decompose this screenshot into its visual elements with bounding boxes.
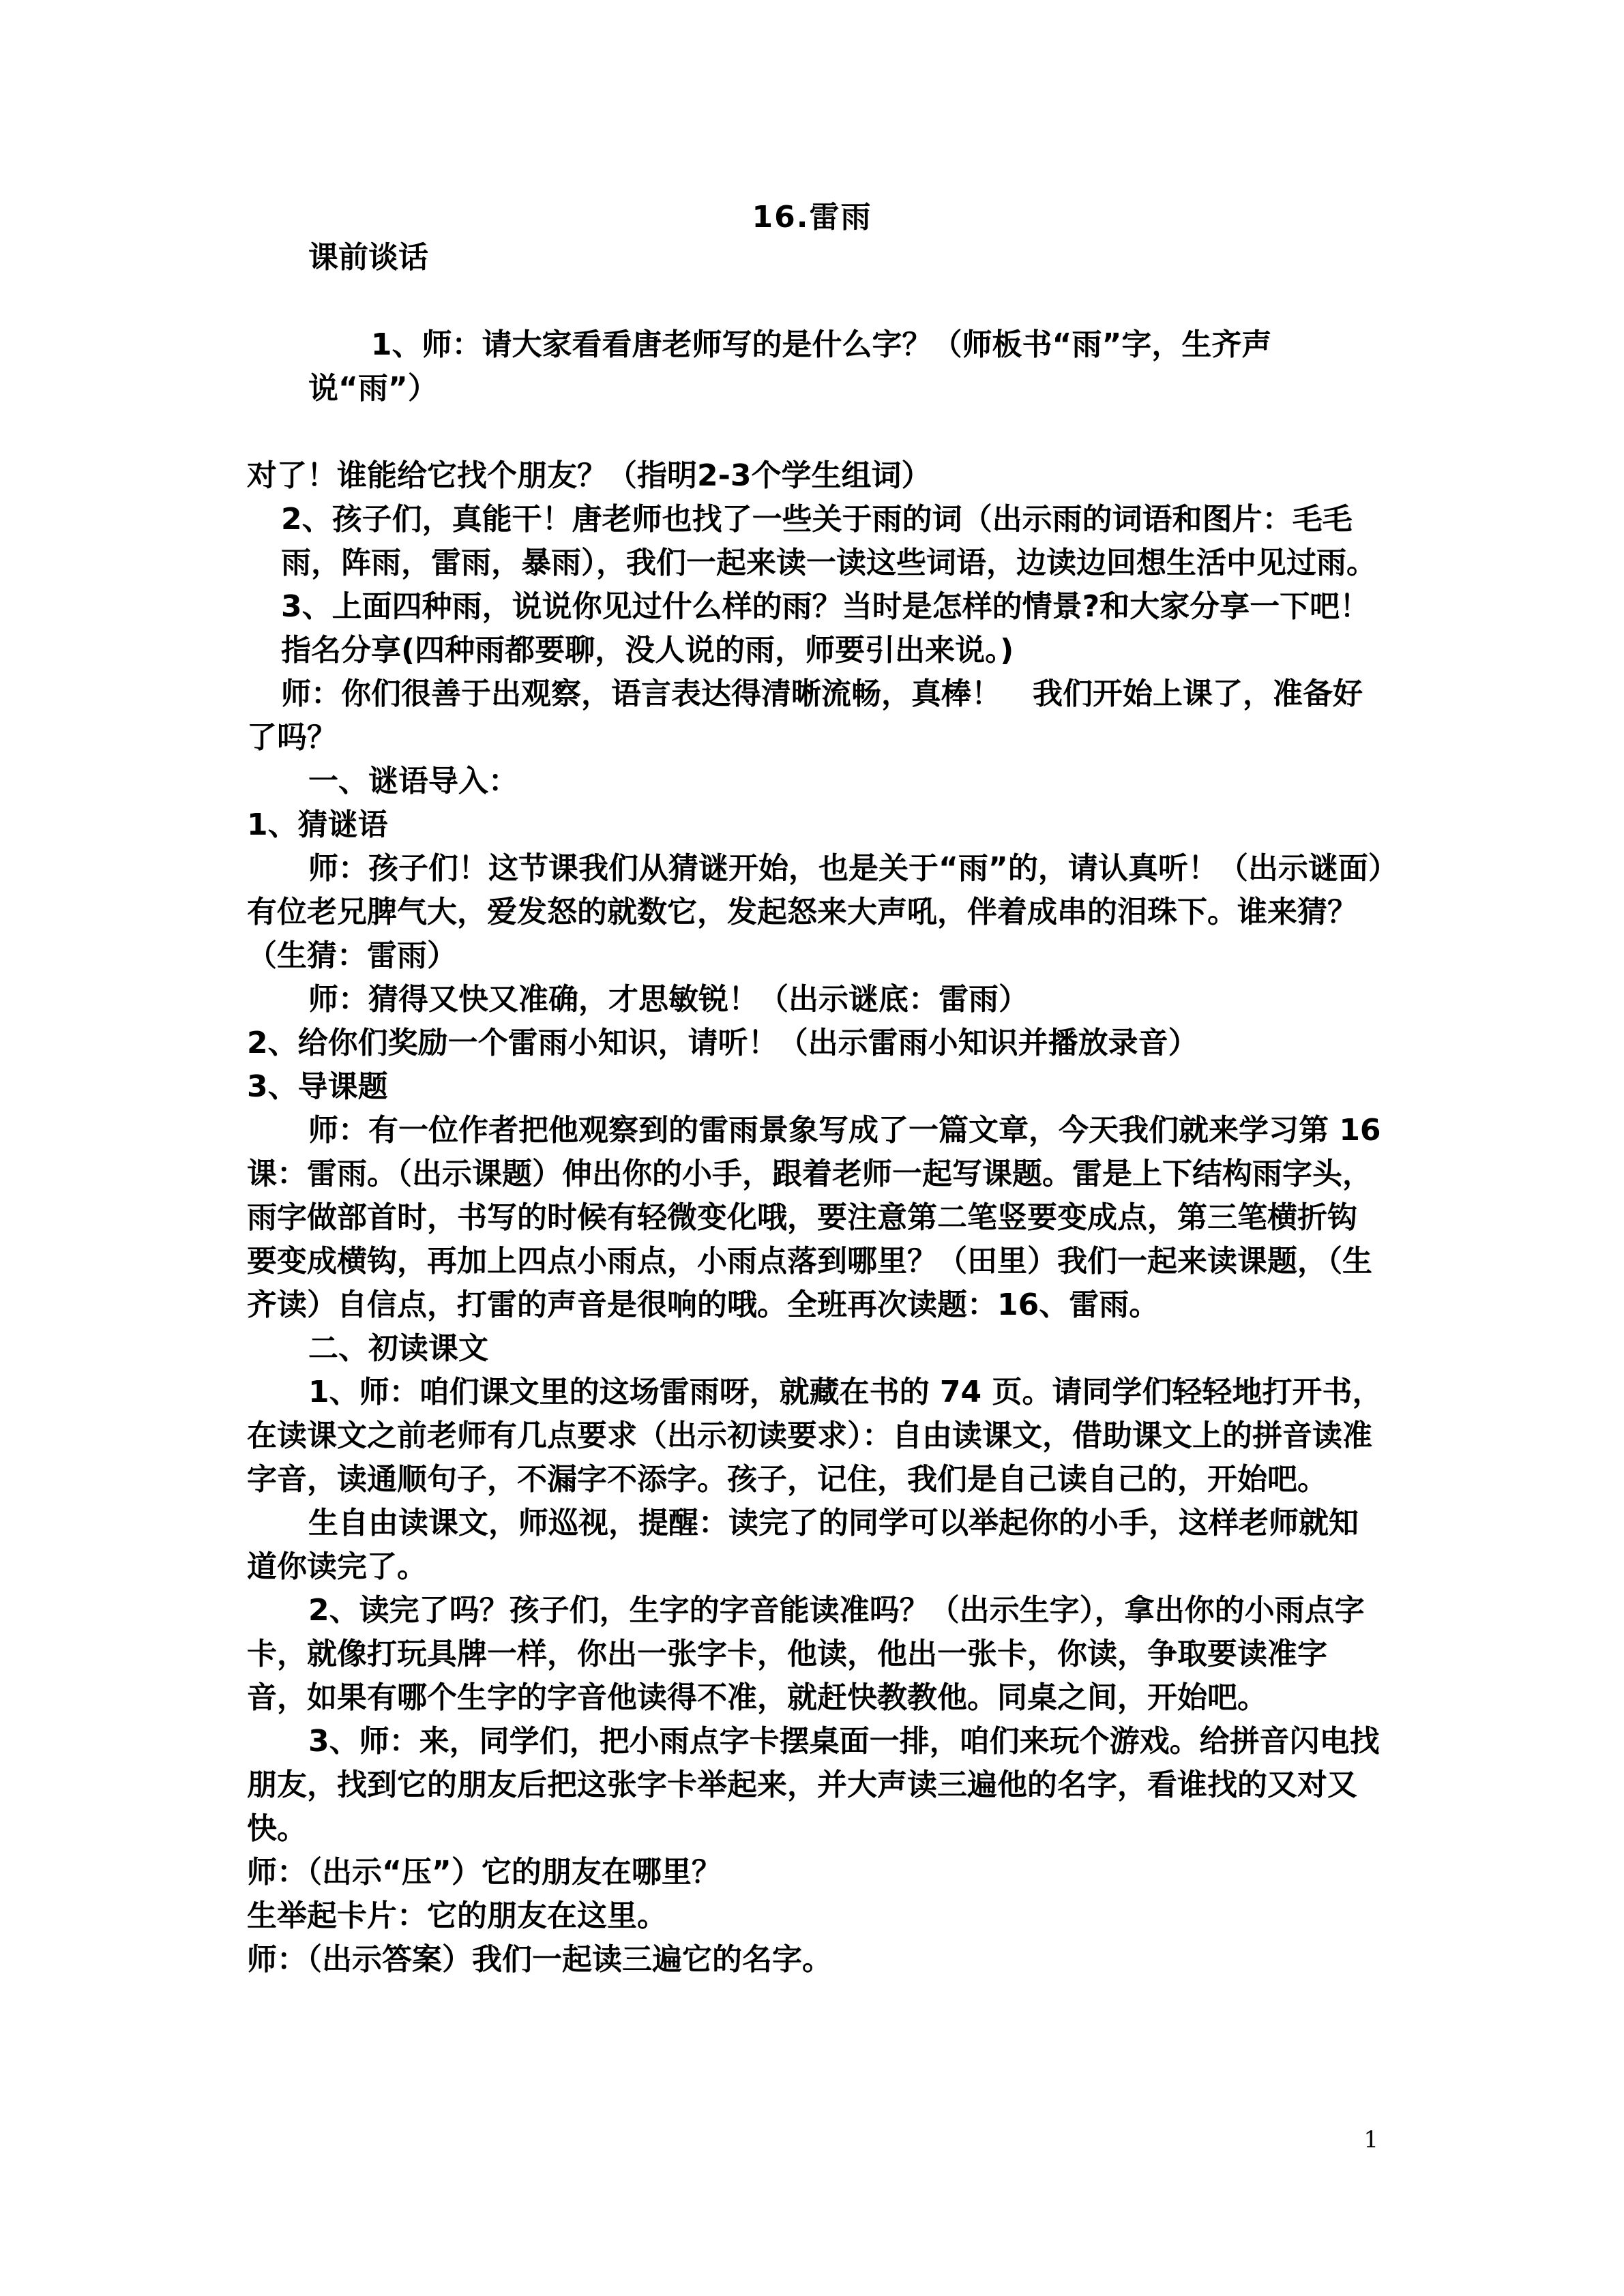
subheading-guess-riddle: 1、猜谜语 — [247, 807, 388, 842]
paragraph-riddle: 师：孩子们！这节课我们从猜谜开始，也是关于“雨”的，请认真听！（出示谜面）有位老兄脾气大，爱发怒的就数它，发起怒来大声吼，伴着成串的泪珠下。谁来猜？（生猜：雷雨） — [247, 851, 1383, 973]
paragraph-question-1 — [247, 280, 1386, 454]
section-heading-riddle: 一、谜语导入： — [308, 764, 518, 799]
paragraph-four-rains: 3、上面四种雨，说说你见过什么样的雨？当时是怎样的情景?和大家分享一下吧！ — [281, 589, 1370, 624]
paragraph-share: 指名分享(四种雨都要聊，没人说的雨，师要引出来说。) — [281, 633, 1014, 668]
paragraph-rain-words: 2、孩子们，真能干！唐老师也找了一些关于雨的词（出示雨的词语和图片：毛毛雨，阵雨，雷雨，暴雨），我们一起来读一读这些词语，边读边回想生活中见过雨。 — [281, 502, 1376, 580]
paragraph-free-reading: 生自由读课文，师巡视，提醒：读完了的同学可以举起你的小手，这样老师就知道你读完了。 — [247, 1506, 1359, 1584]
paragraph-pre-class-talk: 课前谈话 — [308, 240, 428, 275]
paragraph-question-1-text: 1、师：请大家看看唐老师写的是什么字？（师板书“雨”字，生齐声说“雨”） — [308, 327, 1272, 406]
paragraph-lesson-title: 师：有一位作者把他观察到的雷雨景象写成了一篇文章，今天我们就来学习第 16 课：雷雨。（出示课题）伸出你的小手，跟着老师一起写课题。雷是上下结构雨字头，雨字做部首时，书写的时候有轻微变化哦，要注意第二笔竖要变成点，第三笔横折钩要变成横钩，再加上四点小雨点，小雨点落到哪里？（田里）我们一起来读课题，（生齐读）自信点，打雷的声音是很响的哦。全班再次读题：16、雷雨。 — [247, 1113, 1391, 1322]
paragraph-riddle-answer: 师：猜得又快又准确，才思敏锐！（出示谜底：雷雨） — [308, 982, 1029, 1017]
paragraph-teacher-answer: 师：（出示答案）我们一起读三遍它的名字。 — [247, 1942, 832, 1977]
document-title: 16.雷雨 — [752, 200, 872, 235]
subheading-lead-title: 3、导课题 — [247, 1069, 388, 1104]
paragraph-praise: 师：你们很善于出观察，语言表达得清晰流畅，真棒！ 我们开始上课了，准备好了吗？ — [247, 676, 1363, 755]
page-number: 1 — [1363, 2126, 1378, 2153]
paragraph-student-card: 生举起卡片：它的朋友在这里。 — [247, 1898, 667, 1933]
section-heading-first-reading: 二、初读课文 — [308, 1331, 488, 1366]
paragraph-teacher-show: 师：（出示“压”）它的朋友在哪里？ — [247, 1855, 722, 1890]
document-body — [247, 236, 1391, 1982]
paragraph-knowledge: 2、给你们奖励一个雷雨小知识，请听！（出示雷雨小知识并播放录音） — [247, 1026, 1198, 1060]
paragraph-word-cards: 2、读完了吗？孩子们，生字的字音能读准吗？（出示生字），拿出你的小雨点字卡，就像打玩具牌一样，你出一张字卡，他读，他出一张卡，你读，争取要读准字音，如果有哪个生字的字音他读得不准，就赶快教教他。同桌之间，开始吧。 — [247, 1593, 1365, 1715]
paragraph-open-book: 1、师：咱们课文里的这场雷雨呀，就藏在书的 74 页。请同学们轻轻地打开书，在读课文之前老师有几点要求（出示初读要求）：自由读课文，借助课文上的拼音读准字音，读通顺句子，不漏字不添字。孩子，记住，我们是自己读自己的，开始吧。 — [247, 1375, 1383, 1497]
paragraph-find-friend: 对了！谁能给它找个朋友？（指明2-3个学生组词） — [247, 458, 932, 493]
paragraph-game: 3、师：来，同学们，把小雨点字卡摆桌面一排，咱们来玩个游戏。给拼音闪电找朋友，找到它的朋友后把这张字卡举起来，并大声读三遍他的名字，看谁找的又对又快。 — [247, 1724, 1380, 1846]
